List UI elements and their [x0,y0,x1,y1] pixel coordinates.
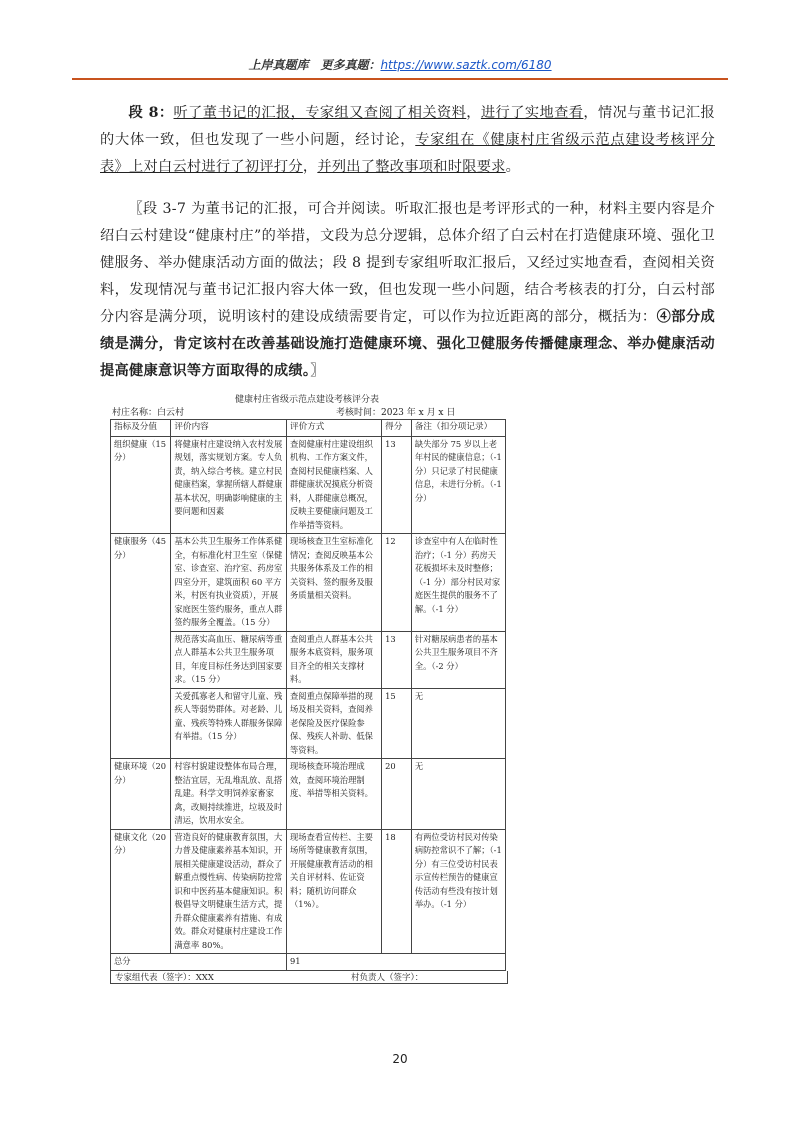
score-table [110,419,506,971]
category-cell: 健康环境（20 分） [111,759,171,830]
score-cell: 12 [382,534,412,632]
page-header [0,56,800,73]
underline-1: 听了董书记的汇报，专家组又查阅了相关资料 [173,105,467,121]
table-title: 健康村庄省级示范点建设考核评分表 [234,395,379,405]
village-name: 村庄名称：白云村 [112,408,185,418]
total-label: 总分 [111,954,287,971]
header-cell: 指标及分值 [111,420,171,437]
table-row [111,759,506,830]
paragraph-8 [100,100,715,181]
content-cell: 营造良好的健康教育氛围，大力普及健康素养基本知识，开展相关健康建设活动，群众了解重点慢性病、传染病防控常识和中医药基本健康知识。积极倡导文明健康生活方式，提升群众健康素养有措施、有成效。群众对健康村庄建设工作满意率 80%。 [171,829,287,954]
underline-3: 专家组在《健康村庄省级示范点建设考核评分表》上对白云村进行了初评打分 [100,132,715,175]
category-cell: 健康服务（45 分） [111,534,171,759]
analysis-paragraph [100,196,715,385]
table-row [111,829,506,954]
underline-4: 并列出了整改事项和时限要求 [317,159,506,175]
expert-signature: 专家组代表（签字）：XXX [115,973,214,983]
header-rule [72,78,728,80]
content-cell: 村容村貌建设整体布局合理，整洁宜居，无乱堆乱放、乱搭乱建。科学文明饲养家畜家禽，改厕持续推进，垃圾及时清运，饮用水安全。 [171,759,287,830]
analysis-text: 〖段 3-7 为董书记的汇报，可合并阅读。听取汇报也是考评形式的一种，材料主要内容是介绍白云村建设“健康村庄”的举措，文段为总分逻辑，总体介绍了白云村在打造健康环境、强化卫健服务、举办健康活动方面的做法；段 8 提到专家组听取汇报后，又经过实地查看，查阅相关资料，发现情况与董书记汇报内容大体一致，但也发现一些小问题，结合考核表的打分，白云村部分内容是满分项，说明该村的建设成绩需要肯定，可以作为拉近距离的部分，概括为： [100,201,715,325]
analysis-summary: ④部分成绩是满分，肯定该村在改善基础设施打造健康环境、强化卫健服务传播健康理念、举办健康活动提高健康意识等方面取得的成绩。 [100,309,716,379]
table-row [111,436,506,534]
text-seg: ，情况与董书记汇报的大体一致，但也发现了一些小问题，经讨论， [100,105,715,148]
header-cell: 评价内容 [171,420,287,437]
page-number: 20 [392,1052,408,1066]
content-cell: 规范落实高血压、糖尿病等重点人群基本公共卫生服务项目，年度目标任务达到国家要求。（15 分） [171,631,287,688]
header-cell: 备注（扣分项记录） [411,420,505,437]
village-signature: 村负责人（签字）： [351,973,424,983]
note-cell: 无 [411,759,505,830]
method-cell: 查阅重点保障举措的现场及相关资料，查阅养老保险及医疗保险参保、残疾人补助、低保等资料。 [287,688,382,759]
score-cell: 13 [382,631,412,688]
underline-2: 进行了实地查看 [480,105,584,121]
analysis-end: 〗 [310,363,325,379]
header-link[interactable]: https://www.saztk.com/6180 [380,58,552,72]
score-cell: 18 [382,829,412,954]
total-score: 91 [287,954,506,971]
score-cell: 15 [382,688,412,759]
method-cell: 查阅健康村庄建设组织机构、工作方案文件，查阅村民健康档案、人群健康状况摸底分析资料，人群健康总概况，反映主要健康问题及工作举措等资料。 [287,436,382,534]
note-cell: 有两位受访村民对传染病防控常识不了解；（-1 分）有三位受访村民表示宣传栏预告的健康宣传活动有些没有按计划举办。（-1 分） [411,829,505,954]
content-cell: 关爱孤寡老人和留守儿童、残疾人等弱势群体。对老龄、儿童、残疾等特殊人群服务保障有举措。（15 分） [171,688,287,759]
method-cell: 现场核查卫生室标准化情况；查阅反映基本公共服务体系及工作的相关资料、签约服务及服务质量相关资料。 [287,534,382,632]
header-cell: 评价方式 [287,420,382,437]
method-cell: 查阅重点人群基本公共服务本底资料，服务项目齐全的相关支撑材料。 [287,631,382,688]
content-cell: 基本公共卫生服务工作体系健全，有标准化村卫生室（保健室、诊查室、治疗室、药房室四室分开，建筑面积 60 平方米，村医有执业资质），开展家庭医生签约服务，重点人群签约服务全覆盖。（15 分） [171,534,287,632]
category-cell: 组织健康（15 分） [111,436,171,534]
score-cell: 20 [382,759,412,830]
header-label: 上岸真题库 更多真题： [248,58,381,72]
table-header-row [111,420,506,437]
text-seg: ， [302,159,318,175]
signature-row [110,971,508,984]
text-seg: ， [466,105,481,121]
category-cell: 健康文化（20 分） [111,829,171,954]
note-cell: 无 [411,688,505,759]
para-lead: 段 8： [128,105,174,121]
method-cell: 现场查看宣传栏、主要场所等健康教育氛围，开展健康教育活动的相关自评材料、佐证资料；随机访问群众（1%）。 [287,829,382,954]
note-cell: 缺失部分 75 岁以上老年村民的健康信息；（-1 分）只记录了村民健康信息，未进行分析。（-1 分） [411,436,505,534]
table-row [111,534,506,632]
note-cell: 诊查室中有人在临时性治疗；（-1 分）药房天花板损坏未及时整修；（-1 分）部分村民对家庭医生提供的服务不了解。（-1 分） [411,534,505,632]
method-cell: 现场核查环境治理成效，查阅环境治理制度、举措等相关资料。 [287,759,382,830]
text-seg: 。 [505,159,521,175]
table-meta [112,405,506,419]
content-cell: 将健康村庄建设纳入农村发展规划，落实规划方案。专人负责，纳入综合考核。建立村民健康档案，掌握所辖人群健康基本状况，明确影响健康的主要问题和因素 [171,436,287,534]
note-cell: 针对糖尿病患者的基本公共卫生服务项目不齐全。（-2 分） [411,631,505,688]
total-row [111,954,506,971]
assessment-time: 考核时间：2023 年 x 月 x 日 [336,408,456,418]
header-cell: 得分 [382,420,412,437]
score-cell: 13 [382,436,412,534]
